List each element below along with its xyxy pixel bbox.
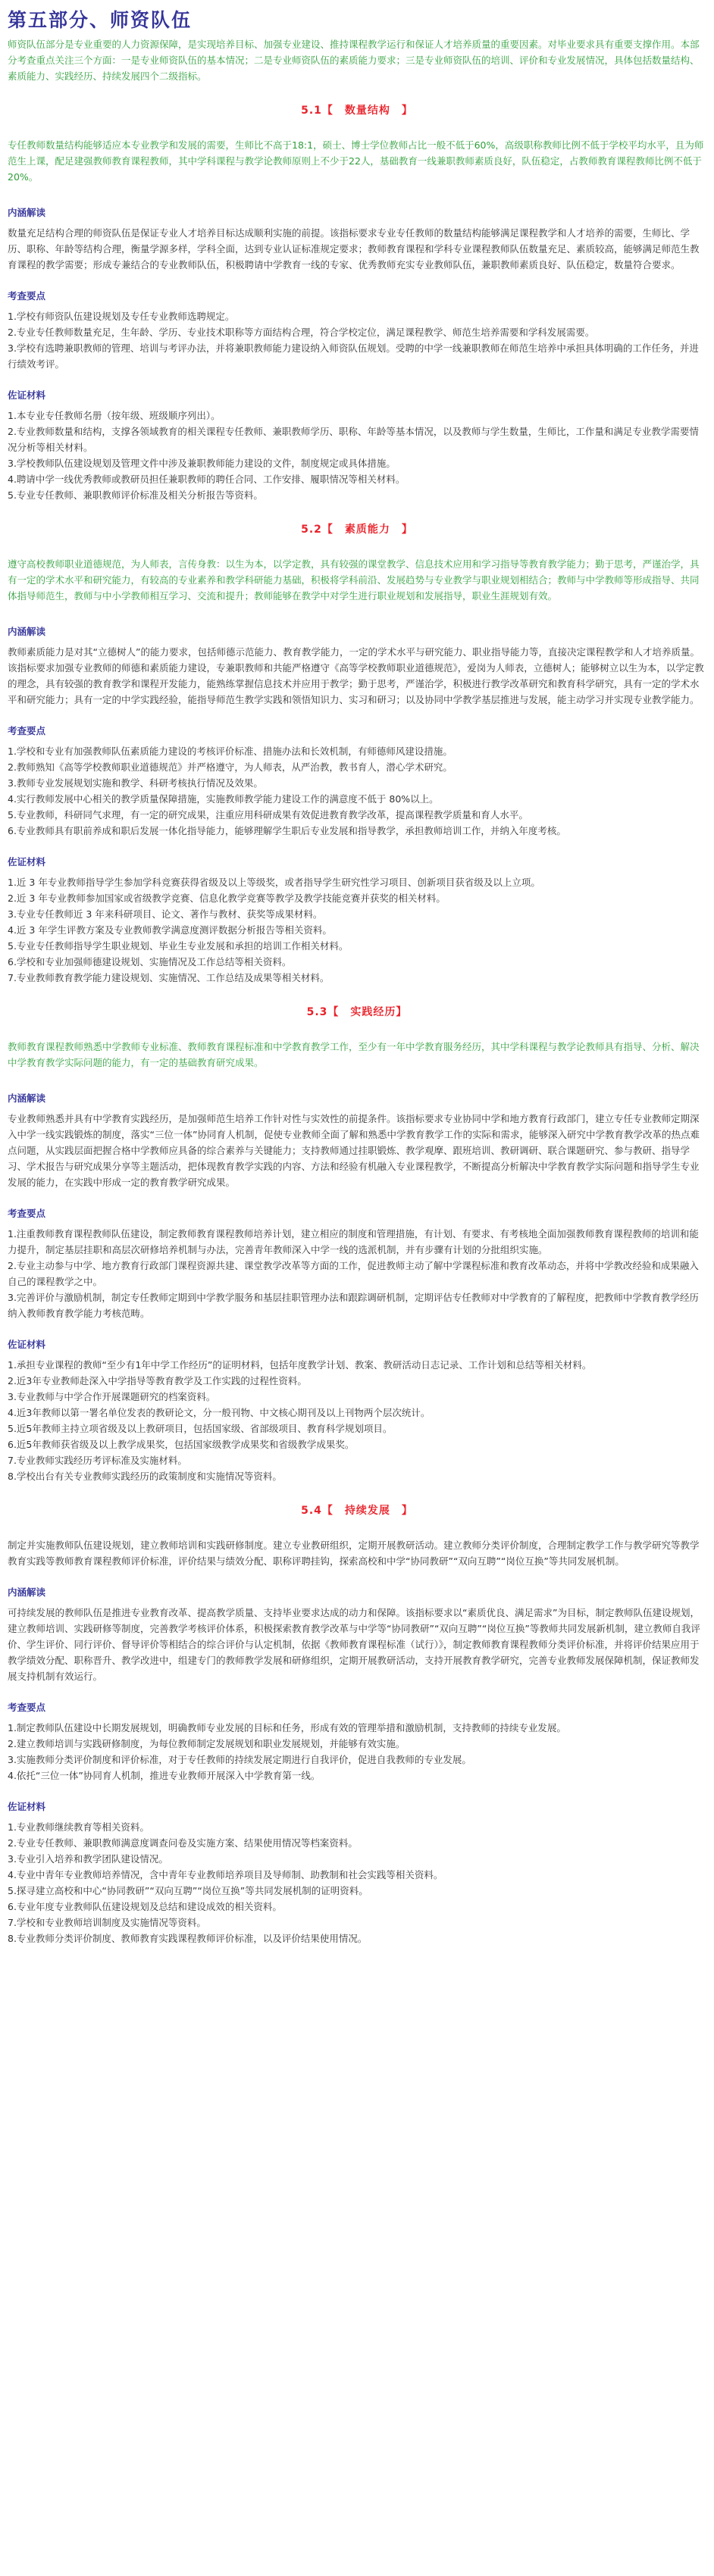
- section-heading: 5.2【 素质能力 】: [301, 524, 413, 536]
- list-item: 1.专业教师继续教育等相关资料。: [8, 1821, 149, 1833]
- block-paragraph: 专业教师熟悉并具有中学教育实践经历，是加强师范生培养工作针对性与实效性的前提条件。该指标要求专业协同中学和地方教育行政部门，建立专任专业教师定期深入中学一线实践锻炼的制度，落实“三位一体”协同育人机制，促使专业教师全面了解和熟悉中学教育教学工作的实际和需求，能够深入研究中学教育教学改革的热点难点问题，从实践层面把握合格中学教师应具备的综合素养与关键能力；支持教师通过挂职锻炼、教学观摩、跟班培训、教研调研、联合课题研究、参与教研、指导学习、学术报告与研究成果分享等主题活动，把体现教育教学实践的内容、方法和经验有机融入专业课程教学，不断提高分析解决中学教育教学实际问题和指导学生专业发展的能力，在实践中形成一定的教育教学研究成果。: [8, 1113, 700, 1188]
- list-item: 5.专业专任教师指导学生职业规划、毕业生专业发展和承担的培训工作相关材料。: [8, 940, 349, 952]
- list-item: 2.专业专任教师数量充足，生年龄、学历、专业技术职称等方面结构合理，符合学校定位，满足课程教学、师范生培养需要和学科发展需要。: [8, 327, 595, 338]
- list-item: 1.近 3 年专业教师指导学生参加学科竞赛获得省级及以上等级奖，或者指导学生研究性学习项目、创新项目获省级及以上立项。: [8, 877, 540, 888]
- section: [8, 1002, 706, 1484]
- list-item: 3.专业教师与中学合作开展课题研究的档案资料。: [8, 1391, 216, 1402]
- list-item: 2.专业专任教师、兼职教师满意度调查问卷及实施方案、结果使用情况等档案资料。: [8, 1837, 358, 1849]
- list-item: 2.近 3 年专业教师参加国家或省级教学竞赛、信息化教学竞赛等教学及教学技能竞赛并获奖的相关材料。: [8, 893, 446, 904]
- list-item: 5.探寻建立高校和中心“协同教研”“双向互聘”“岗位互换”等共同发展机制的证明资料。: [8, 1885, 368, 1896]
- content-block: [8, 1584, 706, 1684]
- content-block: [8, 205, 706, 273]
- block-title: 佐证材料: [8, 1339, 46, 1350]
- list-item: 1.学校和专业有加强教师队伍素质能力建设的考核评价标准、措施办法和长效机制，有师德师风建设措施。: [8, 746, 453, 757]
- section-heading: 5.3【 实践经历】: [306, 1006, 408, 1018]
- content-block: [8, 1799, 706, 1946]
- list-item: 2.专业主动参与中学、地方教育行政部门课程资源共建、课堂教学改革等方面的工作，促进教师主动了解中学课程标准和教育改革动态，并将中学教改经验和成果融入自己的课程教学之中。: [8, 1260, 699, 1287]
- list-item: 4.专业中青年专业教师培养情况，含中青年专业教师培养项目及导师制、助教制和社会实践等相关资料。: [8, 1869, 443, 1880]
- section: [8, 520, 706, 986]
- list-item: 1.注重教师教育课程教师队伍建设，制定教师教育课程教师培养计划，建立相应的制度和管理措施，有计划、有要求、有考核地全面加强教师教育课程教师的培训和能力提升，制定基层挂职和高层次研修培养机制与办法，完善青年教师深入中学一线的选派机制，并有步骤有计划的分批组织实施。: [8, 1228, 699, 1255]
- list-item: 3.专业专任教师近 3 年来科研项目、论文、著作与教材、获奖等成果材料。: [8, 908, 323, 920]
- list-item: 3.专业引入培养和教学团队建设情况。: [8, 1853, 168, 1865]
- list-item: 1.本专业专任教师名册（按年级、班级顺序列出）。: [8, 410, 221, 421]
- block-title: 考查要点: [8, 1208, 46, 1219]
- block-title: 考查要点: [8, 1702, 46, 1713]
- block-title: 佐证材料: [8, 1801, 46, 1812]
- block-list: [8, 1226, 706, 1321]
- block-paragraph: 数量充足结构合理的师资队伍是保证专业人才培养目标达成顺利实施的前提。该指标要求专业专任教师的数量结构能够满足课程教学和人才培养的需要，生师比、学历、职称、年龄等结构合理，衡量学源多样，学科全面，达到专业认证标准规定要求；教师教育课程和学科专业课程教师队伍数量充足、素质较高，能够满足师范生教育课程的教学需要；形成专兼结合的专业教师队伍，积极聘请中学教育一线的专家、优秀教师充实专业教师队伍，兼职教师素质良好、队伍稳定，数量符合要求。: [8, 227, 700, 270]
- list-item: 8.专业教师分类评价制度、教师教育实践课程教师评价标准，以及评价结果使用情况。: [8, 1933, 368, 1944]
- block-list: [8, 308, 706, 372]
- block-title: 内涵解读: [8, 207, 46, 218]
- sections-container: [8, 101, 706, 1946]
- content-block: [8, 288, 706, 372]
- list-item: 5.近5年教师主持立项省级及以上教研项目，包括国家级、省部级项目、教育科学规划项目。: [8, 1423, 393, 1434]
- list-item: 5.专业专任教师、兼职教师评价标准及相关分析报告等资料。: [8, 489, 263, 501]
- list-item: 6.专业年度专业教师队伍建设规划及总结和建设成效的相关资料。: [8, 1901, 282, 1912]
- content-block: [8, 1699, 706, 1784]
- block-list: [8, 1357, 706, 1484]
- block-title: 佐证材料: [8, 389, 46, 401]
- list-item: 7.专业教师教育教学能力建设规划、实施情况、工作总结及成果等相关材料。: [8, 972, 330, 983]
- section: [8, 101, 706, 503]
- block-list: [8, 1720, 706, 1784]
- list-item: 2.教师熟知《高等学校教师职业道德规范》并严格遵守，为人师表，从严治教，教书育人，潜心学术研究。: [8, 761, 453, 773]
- content-block: [8, 723, 706, 839]
- list-item: 6.专业教师具有职前养成和职后发展一体化指导能力，能够理解学生职后专业发展和指导教学，承担教师培训工作，并纳入年度考核。: [8, 825, 566, 836]
- section-standard-text: 遵守高校教师职业道德规范，为人师表，言传身教：以生为本，以学定教，具有较强的课堂教学、信息技术应用和学习指导等教育教学能力；勤于思考，严谨治学，具有一定的学术水平和研究能力，有较高的专业素养和教学科研能力基础，积极将学科前沿、发展趋势与专业教学与职业规划相结合；教师与中学教师等形成指导、共同体指导师范生，教师与中小学教师相互学习、交流和提升；教师能够在教学中对学生进行职业规划和发展指导，职业生涯规划有效。: [8, 558, 700, 602]
- section-standard-text: 教师教育课程教师熟悉中学教师专业标准、教师教育课程标准和中学教育教学工作，至少有一年中学教育服务经历，其中学科课程与教学论教师具有指导、分析、解决中学教育教学实际问题的能力，有一定的基础教育研究成果。: [8, 1041, 700, 1068]
- list-item: 3.学校有选聘兼职教师的管理、培训与考评办法，并将兼职教师能力建设纳入师资队伍规划。受聘的中学一线兼职教师在师范生培养中承担具体明确的工作任务，并进行绩效考评。: [8, 342, 699, 370]
- part-title: 第五部分、师资队伍: [8, 9, 193, 31]
- block-list: [8, 874, 706, 986]
- content-block: [8, 387, 706, 503]
- block-paragraph: 教师素质能力是对其“立德树人”的能力要求，包括师德示范能力、教育教学能力，一定的学术水平与研究能力、职业指导能力等，直接决定课程教学和人才培养质量。该指标要求加强专业教师的师德和素质能力建设，专兼职教师和共能严格遵守《高等学校教师职业道德规范》，爱岗为人师表，立德树人；能够树立以生为本，以学定教的理念，具有较强的教育教学和课程开发能力，能熟练掌握信息技术并应用于教学；勤于思考，严谨治学，积极进行教学改革研究和教育科学研究，具有一定的学术水平和研究能力；具有一定的中学实践经验，能指导师范生教学实践和领悟知识力、实习和研习；以及协同中学教学基层推进与发展，能主动学习并实现专业教学能力。: [8, 646, 704, 705]
- list-item: 1.制定教师队伍建设中长期发展规划，明确教师专业发展的目标和任务，形成有效的管理举措和激励机制，支持教师的持续专业发展。: [8, 1722, 566, 1733]
- section-heading: 5.4【 持续发展 】: [301, 1505, 413, 1517]
- list-item: 4.近3年教师以第一署名单位发表的教研论文，分一般刊物、中文核心期刊及以上刊物两个层次统计。: [8, 1407, 431, 1418]
- block-title: 内涵解读: [8, 626, 46, 637]
- block-title: 佐证材料: [8, 856, 46, 868]
- list-item: 8.学校出台有关专业教师实践经历的政策制度和实施情况等资料。: [8, 1471, 282, 1482]
- content-block: [8, 1537, 706, 1569]
- list-item: 4.实行教师发展中心相关的教学质量保障措施，实施教师教学能力建设工作的满意度不低于 80%以上。: [8, 793, 439, 805]
- block-title: 内涵解读: [8, 1587, 46, 1598]
- block-title: 内涵解读: [8, 1093, 46, 1104]
- list-item: 6.学校和专业加强师德建设规划、实施情况及工作总结等相关资料。: [8, 956, 292, 968]
- block-list: [8, 1819, 706, 1946]
- list-item: 3.学校教师队伍建设规划及管理文件中涉及兼职教师能力建设的文件，制度规定或具体措施。: [8, 458, 396, 469]
- content-block: [8, 624, 706, 708]
- list-item: 3.实施教师分类评价制度和评价标准，对于专任教师的持续发展定期进行自我评价，促进自我教师的专业发展。: [8, 1754, 471, 1765]
- block-title: 考查要点: [8, 725, 46, 736]
- list-item: 7.专业教师实践经历考评标准及实施材料。: [8, 1455, 187, 1466]
- part-intro: 师资队伍部分是专业重要的人力资源保障，是实现培养目标、加强专业建设、推持课程教学运行和保证人才培养质量的重要因素。对毕业要求具有重要支撑作用。本部分考查重点关注三个方面：一是专业师资队伍的基本情况；二是专业师资队伍的素质能力要求；三是专业师资队伍的培训、评价和专业发展情况，具体包括数量结构、素质能力、实践经历、持续发展四个二级指标。: [8, 39, 700, 82]
- content-block: [8, 1205, 706, 1321]
- list-item: 2.近3年专业教师赴深入中学指导等教育教学及工作实践的过程性资料。: [8, 1375, 307, 1386]
- list-item: 5.专业教师，科研同气求理，有一定的研究成果，注重应用科研成果有效促进教育教学改革，提高课程教学质量和育人水平。: [8, 809, 528, 821]
- content-block: [8, 854, 706, 986]
- section: [8, 1501, 706, 1946]
- list-item: 7.学校和专业教师培训制度及实施情况等资料。: [8, 1917, 206, 1928]
- list-item: 2.建立教师培训与实践研修制度，为每位教师制定发展规划和职业发展规划，并能够有效实施。: [8, 1738, 406, 1749]
- list-item: 1.学校有师资队伍建设规划及专任专业教师选聘规定。: [8, 311, 235, 322]
- block-paragraph: 可持续发展的教师队伍是推进专业教育改革、提高教学质量、支持毕业要求达成的动力和保障。该指标要求以“素质优良、满足需求”为目标，制定教师队伍建设规划，建立教师培训、实践研修等制度，完善教学考核评价体系，积极探索教育教学改革与中学等“协同教研”“双向互聘”“岗位互换”等教师共同发展新机制，建立教师自我评价、学生评价、同行评价、督导评价等相结合的综合评价与认定机制，依据《教师教育课程标准（试行）》，制定教师教育课程教师分类评价标准，并将评价结果应用于教学绩效分配、职称晋升、教学改进中，组建专门的教师教学发展和研修组织，定期开展教研活动，支持开展教育教学研究，完善专业教师发展保障机制，保证教师发展支持机制有效运行。: [8, 1607, 700, 1682]
- list-item: 2.专业教师数量和结构，支撑各领域教育的相关课程专任教师、兼职教师学历、职称、年龄等基本情况，以及教师与学生数量，生师比，工作量和满足专业教学需要情况分析等相关材料。: [8, 426, 699, 453]
- block-list: [8, 743, 706, 839]
- list-item: 3.完善评价与激励机制，制定专任教师定期到中学教学服务和基层挂职管理办法和跟踪调研机制，定期评估专任教师对中学教育的了解程度，把教师中学教育教学经历纳入教师教育教学能力考核范畴。: [8, 1292, 699, 1319]
- list-item: 1.承担专业课程的教师“至少有1年中学工作经历”的证明材料，包括年度教学计划、教案、教研活动日志记录、工作计划和总结等相关材料。: [8, 1359, 592, 1371]
- block-paragraph: 制定并实施教师队伍建设规划，建立教师培训和实践研修制度。建立专业教研组织，定期开展教研活动。建立教师分类评价制度，合理制定教学工作与教学研究等教学教育实践等教师教育课程教师评价标准，评价结果与绩效分配、职称评聘挂钩，探索高校和中学“协同教研”“双向互聘”“岗位互换”等共同发展机制。: [8, 1540, 700, 1567]
- list-item: 4.聘请中学一线优秀教师或教研员担任兼职教师的聘任合同、工作安排、履职情况等相关材料。: [8, 474, 406, 485]
- list-item: 3.教师专业发展规划实施和教学、科研考核执行情况及效果。: [8, 777, 263, 789]
- block-list: [8, 408, 706, 503]
- block-title: 考查要点: [8, 290, 46, 302]
- section-heading: 5.1【 数量结构 】: [301, 105, 413, 117]
- list-item: 4.近 3 年学生评教方案及专业教师教学满意度测评数据分析报告等相关资料。: [8, 924, 332, 936]
- content-block: [8, 1090, 706, 1190]
- content-block: [8, 1336, 706, 1484]
- list-item: 4.依托“三位一体”协同育人机制，推进专业教师开展深入中学教育第一线。: [8, 1770, 321, 1781]
- list-item: 6.近5年教师获省级及以上教学成果奖，包括国家级教学成果奖和省级教学成果奖。: [8, 1439, 355, 1450]
- section-standard-text: 专任教师数量结构能够适应本专业教学和发展的需要，生师比不高于18:1，硕士、博士学位教师占比一般不低于60%，高级职称教师比例不低于学校平均水平，且为师范生上课，配足建强教师教育课程教师，其中学科课程与教学论教师原则上不少于22人，基础教育一线兼职教师素质良好，队伍稳定，占教师教育课程教师比例不低于20%。: [8, 139, 704, 183]
